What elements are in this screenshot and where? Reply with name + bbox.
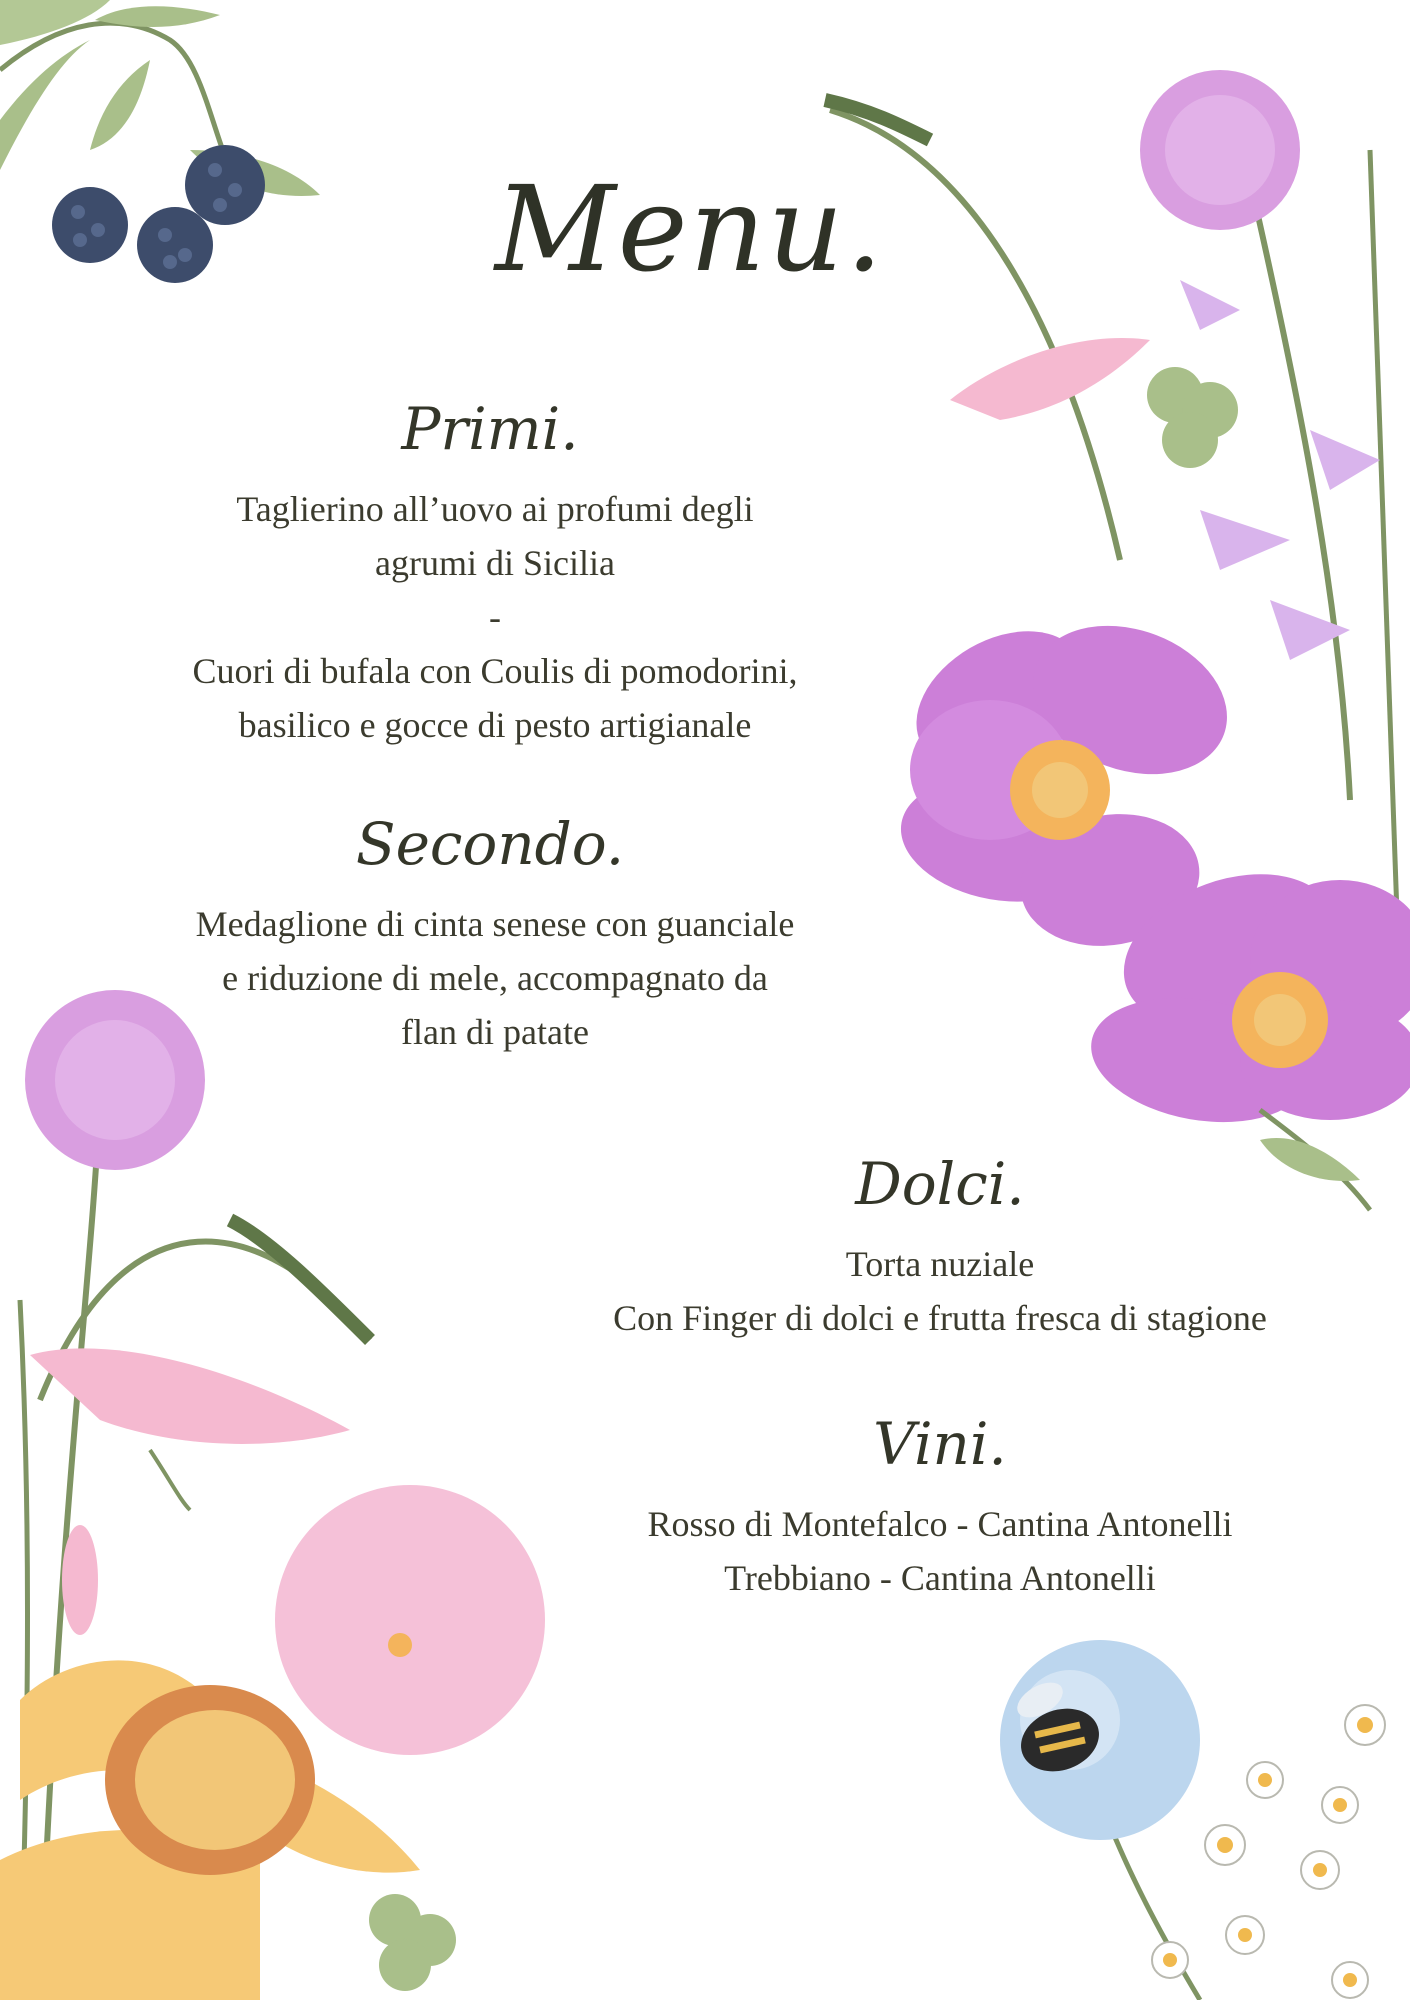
dolci-items (520, 1237, 1360, 1345)
menu-line: Medaglione di cinta senese con guanciale (195, 904, 795, 944)
menu-line: Cuori di bufala con Coulis di pomodorini, (192, 651, 798, 691)
bee-daisies-illustration (1000, 1640, 1385, 2000)
wildflowers-left-illustration (0, 990, 545, 2000)
menu-line: flan di patate (401, 1012, 589, 1052)
dolci-heading: Dolci. (855, 1150, 1025, 1218)
secondo-items (90, 897, 900, 1059)
secondo-heading: Secondo. (355, 810, 625, 878)
menu-line: - (489, 597, 501, 637)
menu-line: Torta nuziale (845, 1244, 1035, 1284)
menu-line: Rosso di Montefalco - Cantina Antonelli (647, 1504, 1233, 1544)
vini-items (560, 1497, 1320, 1605)
vini-heading: Vini. (873, 1410, 1007, 1478)
menu-line: Con Finger di dolci e frutta fresca di stagione (613, 1298, 1267, 1338)
blackberry-branch-illustration (0, 0, 320, 283)
wildflowers-right-illustration (825, 70, 1410, 1210)
menu-line: Trebbiano - Cantina Antonelli (724, 1558, 1156, 1598)
menu-line: basilico e gocce di pesto artigianale (238, 705, 752, 745)
menu-line: Taglierino all’uovo ai profumi degli (236, 489, 754, 529)
menu-line: e riduzione di mele, accompagnato da (222, 958, 768, 998)
menu-title: Menu. (494, 160, 886, 298)
menu-line: agrumi di Sicilia (375, 543, 615, 583)
primi-heading: Primi. (401, 395, 579, 463)
primi-items (90, 482, 900, 752)
